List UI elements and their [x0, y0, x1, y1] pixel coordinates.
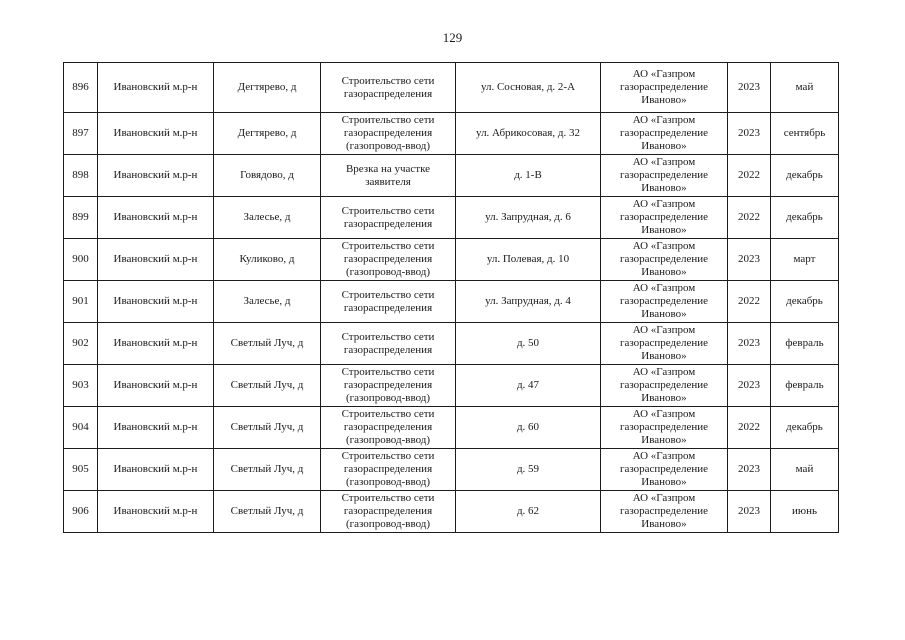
cell-settlement: Дегтярево, д	[214, 113, 321, 155]
cell-month: февраль	[771, 365, 839, 407]
cell-district: Ивановский м.р-н	[98, 155, 214, 197]
cell-month: сентябрь	[771, 113, 839, 155]
table-row	[64, 197, 839, 239]
cell-month: февраль	[771, 323, 839, 365]
table-row	[64, 155, 839, 197]
cell-year: 2023	[728, 113, 771, 155]
page-number: 129	[442, 30, 463, 45]
cell-year: 2022	[728, 197, 771, 239]
cell-row-number: 901	[64, 281, 98, 323]
cell-row-number: 900	[64, 239, 98, 281]
cell-settlement: Светлый Луч, д	[214, 449, 321, 491]
table-row	[64, 281, 839, 323]
cell-work-type: Строительство сети газораспределения (газопровод-ввод)	[321, 491, 456, 533]
cell-work-type: Строительство сети газораспределения	[321, 63, 456, 113]
cell-year: 2022	[728, 155, 771, 197]
cell-work-type: Врезка на участке заявителя	[321, 155, 456, 197]
cell-settlement: Куликово, д	[214, 239, 321, 281]
cell-work-type: Строительство сети газораспределения	[321, 323, 456, 365]
cell-row-number: 904	[64, 407, 98, 449]
cell-month: декабрь	[771, 281, 839, 323]
cell-address: д. 59	[456, 449, 601, 491]
cell-row-number: 906	[64, 491, 98, 533]
table-row	[64, 449, 839, 491]
cell-year: 2023	[728, 239, 771, 281]
cell-row-number: 905	[64, 449, 98, 491]
cell-year: 2023	[728, 365, 771, 407]
cell-organization: АО «Газпром газораспределение Иваново»	[601, 491, 728, 533]
cell-district: Ивановский м.р-н	[98, 113, 214, 155]
cell-row-number: 896	[64, 63, 98, 113]
cell-year: 2023	[728, 491, 771, 533]
cell-month: декабрь	[771, 155, 839, 197]
cell-month: декабрь	[771, 197, 839, 239]
cell-address: ул. Запрудная, д. 4	[456, 281, 601, 323]
cell-settlement: Залесье, д	[214, 197, 321, 239]
table-row	[64, 323, 839, 365]
cell-district: Ивановский м.р-н	[98, 323, 214, 365]
cell-address: ул. Сосновая, д. 2-А	[456, 63, 601, 113]
cell-row-number: 902	[64, 323, 98, 365]
cell-settlement: Говядово, д	[214, 155, 321, 197]
cell-address: ул. Абрикосовая, д. 32	[456, 113, 601, 155]
cell-address: д. 47	[456, 365, 601, 407]
cell-year: 2023	[728, 449, 771, 491]
cell-district: Ивановский м.р-н	[98, 197, 214, 239]
cell-work-type: Строительство сети газораспределения (газопровод-ввод)	[321, 449, 456, 491]
cell-row-number: 903	[64, 365, 98, 407]
cell-year: 2023	[728, 63, 771, 113]
cell-address: д. 1-В	[456, 155, 601, 197]
table-row	[64, 113, 839, 155]
cell-organization: АО «Газпром газораспределение Иваново»	[601, 407, 728, 449]
cell-address: ул. Запрудная, д. 6	[456, 197, 601, 239]
cell-district: Ивановский м.р-н	[98, 407, 214, 449]
cell-organization: АО «Газпром газораспределение Иваново»	[601, 113, 728, 155]
cell-month: май	[771, 63, 839, 113]
cell-district: Ивановский м.р-н	[98, 449, 214, 491]
cell-year: 2022	[728, 407, 771, 449]
cell-year: 2023	[728, 323, 771, 365]
cell-work-type: Строительство сети газораспределения	[321, 281, 456, 323]
cell-organization: АО «Газпром газораспределение Иваново»	[601, 239, 728, 281]
cell-settlement: Светлый Луч, д	[214, 491, 321, 533]
cell-settlement: Светлый Луч, д	[214, 323, 321, 365]
cell-organization: АО «Газпром газораспределение Иваново»	[601, 63, 728, 113]
table-row	[64, 365, 839, 407]
projects-table	[63, 62, 839, 533]
cell-organization: АО «Газпром газораспределение Иваново»	[601, 197, 728, 239]
table-row	[64, 407, 839, 449]
cell-address: д. 50	[456, 323, 601, 365]
cell-month: март	[771, 239, 839, 281]
cell-month: май	[771, 449, 839, 491]
cell-work-type: Строительство сети газораспределения (газопровод-ввод)	[321, 365, 456, 407]
cell-year: 2022	[728, 281, 771, 323]
cell-work-type: Строительство сети газораспределения	[321, 197, 456, 239]
cell-month: декабрь	[771, 407, 839, 449]
cell-organization: АО «Газпром газораспределение Иваново»	[601, 323, 728, 365]
cell-district: Ивановский м.р-н	[98, 491, 214, 533]
cell-district: Ивановский м.р-н	[98, 63, 214, 113]
cell-work-type: Строительство сети газораспределения (газопровод-ввод)	[321, 407, 456, 449]
cell-organization: АО «Газпром газораспределение Иваново»	[601, 449, 728, 491]
table-row	[64, 239, 839, 281]
cell-settlement: Светлый Луч, д	[214, 365, 321, 407]
cell-organization: АО «Газпром газораспределение Иваново»	[601, 281, 728, 323]
cell-organization: АО «Газпром газораспределение Иваново»	[601, 155, 728, 197]
cell-organization: АО «Газпром газораспределение Иваново»	[601, 365, 728, 407]
cell-district: Ивановский м.р-н	[98, 281, 214, 323]
cell-district: Ивановский м.р-н	[98, 365, 214, 407]
cell-address: ул. Полевая, д. 10	[456, 239, 601, 281]
cell-row-number: 898	[64, 155, 98, 197]
cell-settlement: Дегтярево, д	[214, 63, 321, 113]
cell-row-number: 899	[64, 197, 98, 239]
cell-month: июнь	[771, 491, 839, 533]
cell-district: Ивановский м.р-н	[98, 239, 214, 281]
table-row	[64, 491, 839, 533]
cell-work-type: Строительство сети газораспределения (газопровод-ввод)	[321, 113, 456, 155]
table-row	[64, 63, 839, 113]
cell-settlement: Светлый Луч, д	[214, 407, 321, 449]
cell-address: д. 62	[456, 491, 601, 533]
cell-work-type: Строительство сети газораспределения (газопровод-ввод)	[321, 239, 456, 281]
cell-settlement: Залесье, д	[214, 281, 321, 323]
cell-address: д. 60	[456, 407, 601, 449]
cell-row-number: 897	[64, 113, 98, 155]
